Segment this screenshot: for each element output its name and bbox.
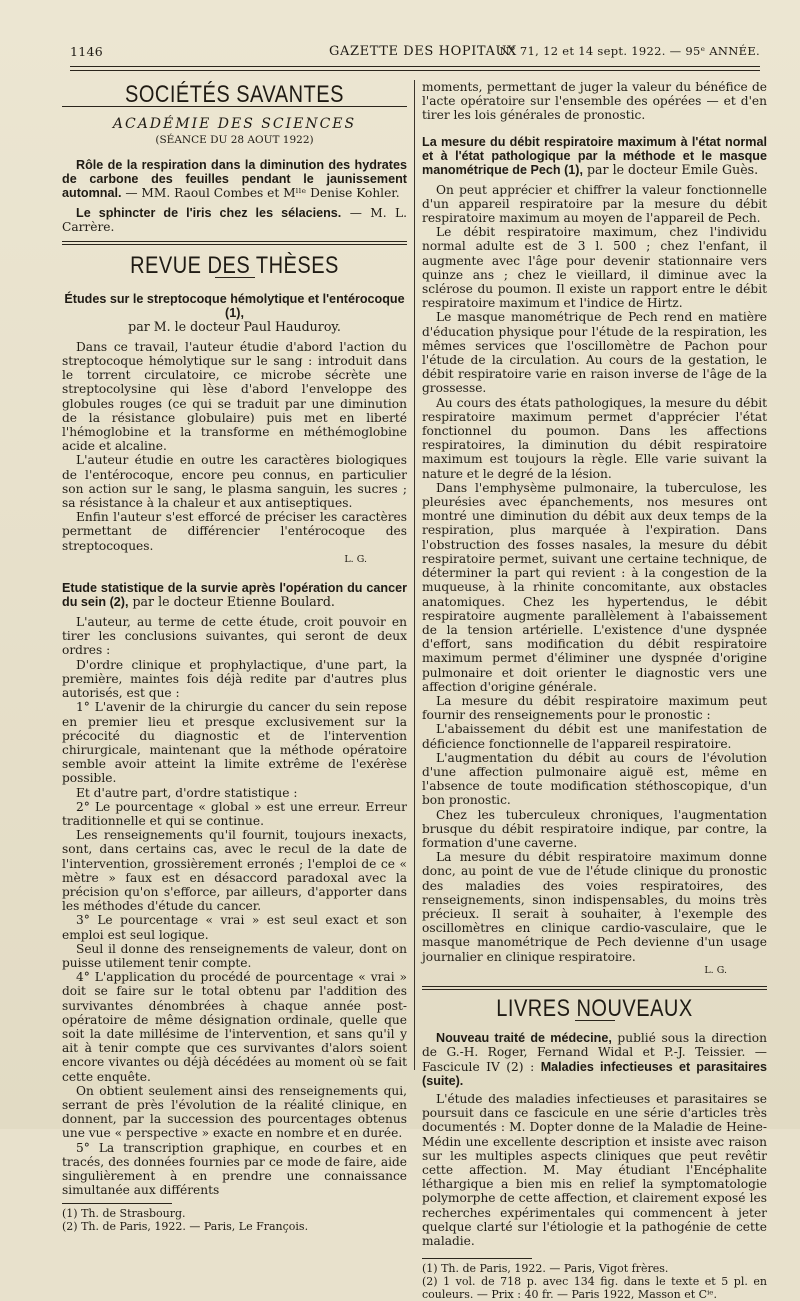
header-rule-2 [70, 70, 760, 71]
paragraph: L'auteur étudie en outre les caractères biologiques de l'entérocoque, encore peu connus, en particulier son action sur le sang, le plasma sanguin, les sucres ; sa résistance à la chaleur et aux antiseptiques. [62, 453, 407, 511]
section-title-revue: REVUE DES THÈSES [130, 252, 339, 279]
paragraph: 5° La transcription graphique, en courbes et en tracés, des données fournies par ce mode de faire, aide singulièrement à en prendre une connaissance simultanée aux différents [62, 1140, 407, 1198]
paragraph: Chez les tuberculeux chroniques, l'augmentation brusque du débit respiratoire indique, par contre, la formation d'une caverne. [422, 807, 767, 850]
paragraph: On obtient seulement ainsi des renseignements qui, serrant de près l'évolution de la réalité clinique, en donnent, par la succession des pourcentages obtenus une vue « perspective » exacte en nombre et en durée. [62, 1083, 407, 1141]
paragraph: Dans l'emphysème pulmonaire, la tuberculose, les pleurésies avec épanchements, nos mesures ont montré une diminution du débit aux deux temps de la respiration, plus marquée à l'expiration. Dans l'obstruction des fosses nasales, la mesure du débit respiratoire permet, suivant une certaine technique, de déterminer la part qui revient : à la congestion de la muqueuse, à la rhinite concomitante, aux obstacles anatomiques. Chez les hypertendus, le débit respiratoire augmente parallèlement à l'abaissement de la tension artérielle. L'existence d'une dyspnée d'effort, sans modification du débit respiratoire maximum permet d'éliminer une dyspnée d'origine pulmonaire et doit orienter le diagnostic vers une affection d'origine générale. [422, 480, 767, 694]
paragraph: 4° L'application du procédé de pourcentage « vrai » doit se faire sur le total obtenu par l'addition des survivantes dénombrées à chaque année post-opératoire de même désignation ordinale, quelle que soit la date millésime de l'intervention, et sans qu'il y ait à tenir compte que ces survivantes d'alors soient encore vivantes ou déjà décédées au moment où se fait cette enquête. [62, 970, 407, 1084]
paragraph: 1° L'avenir de la chirurgie du cancer du sein repose en premier lieu et presque exclusivement sur la précocité du diagnostic et de l'intervention chirurgicale, maintenant que la méthode opératoire semble avoir atteint la limite extrême de l'exérèse possible. [62, 700, 407, 786]
footnotes [422, 1258, 767, 1301]
footnote: (1) Th. de Paris, 1922. — Paris, Vigot frères. [422, 1262, 669, 1276]
section-title-societes: SOCIÉTÉS SAVANTES [125, 81, 344, 109]
paragraph: 2° Le pourcentage « global » est une erreur. Erreur traditionnelle et qui se continue. [62, 799, 407, 828]
section-divider [422, 986, 767, 990]
paragraph: Au cours des états pathologiques, la mesure du débit respiratoire maximum permet d'apprécier l'état fonctionnel du poumon. Dans les affections respiratoires, la diminution du débit respiratoire maximum est toujours la règle. Elle varie suivant la nature et le degré de la lésion. [422, 395, 767, 481]
these-title: Études sur le streptocoque hémolytique et l'entérocoque (1), par M. le docteur Paul Hauduroy. [64, 291, 405, 334]
communication-entry: Le sphincter de l'iris chez les sélaciens. — M. L. Carrère. [62, 206, 407, 235]
signature: L. G. [704, 964, 727, 976]
paragraph: Enfin l'auteur s'est efforcé de préciser les caractères permettant de différencier l'entérocoque des streptocoques. [62, 510, 407, 553]
paragraph: Les renseignements qu'il fournit, toujours inexacts, sont, dans certains cas, avec le recul de la date de l'intervention, grossièrement erronés ; l'emploi de ce « mètre » faux est en désaccord paradoxal avec la précision qu'on s'efforce, par ailleurs, d'apporter dans les méthodes d'étude du cancer. [62, 828, 407, 914]
paragraph: L'auteur, au terme de cette étude, croit pouvoir en tirer les conclusions suivantes, qui seront de deux ordres : [62, 615, 407, 658]
issue-info: N° 71, 12 et 14 sept. 1922. — 95ᵉ ANNÉE. [499, 44, 760, 58]
page-header [62, 40, 760, 62]
paragraph: 3° Le pourcentage « vrai » est seul exact et son emploi est seul logique. [62, 913, 407, 942]
paragraph: L'abaissement du débit est une manifestation de déficience fonctionnelle de l'appareil respiratoire. [422, 722, 767, 751]
these-title: Etude statistique de la survie après l'opération du cancer du sein (2), par le docteur Etienne Boulard. [62, 581, 407, 610]
paragraph: L'augmentation du débit au cours de l'évolution d'une affection pulmonaire aiguë est, même en l'absence de toute modification stéthoscopique, d'un bon pronostic. [422, 750, 767, 808]
paragraph: Dans ce travail, l'auteur étudie d'abord l'action du streptocoque hémolytique sur le sang : introduit dans le torrent circulatoire, ce microbe sécrète une streptocolysine qui lèse d'abord l'enveloppe des globules rouges (ce qui se traduit par une diminution de la résistance globulaire) puis met en liberté l'hémoglobine et la transforme en méthémoglobine acide et alcaline. [62, 339, 407, 454]
paragraph: La mesure du débit respiratoire maximum peut fournir des renseignements pour le pronostic : [422, 693, 767, 723]
paragraph: L'étude des maladies infectieuses et parasitaires se poursuit dans ce fascicule en une série d'articles très documentés : M. Dopter donne de la Maladie de Heine-Médin une excellente description et insiste avec raison sur les multiples aspects cliniques que peut revêtir cette affection. M. May étudiant l'Encéphalite léthargique a bien mis en relief la symptomatologie polymorphe de cette affection, et clairement exposé les recherches expérimentales qui commencent à jeter quelque clarté sur l'étiologie et la pathogénie de cette maladie. [422, 1092, 767, 1249]
footnote: (2) 1 vol. de 718 p. avec 134 fig. dans le texte et 5 pl. en couleurs. — Prix : 40 fr. — Paris 1922, Masson et Cⁱᵉ. [422, 1275, 767, 1301]
paragraph: La mesure du débit respiratoire maximum donne donc, au point de vue de l'étude clinique du pronostic des maladies des voies respiratoires, des renseignements, sinon indispensables, du moins très précieux. Il serait à souhaiter, à l'exemple des oscillomètres en clinique cardio-vasculaire, que le masque manométrique de Pech devienne d'un usage journalier en clinique respiratoire. [422, 850, 767, 964]
these-title: La mesure du débit respiratoire maximum à l'état normal et à l'état pathologique par la méthode et le masque manométrique de Pech (1), par le docteur Emile Guès. [422, 134, 767, 177]
journal-title: GAZETTE DES HOPITAUX [329, 44, 517, 59]
signature: L. G. [344, 553, 367, 565]
right-column [422, 80, 767, 1301]
section-title-livres: LIVRES NOUVEAUX [496, 995, 693, 1023]
paragraph: Et d'autre part, d'ordre statistique : [76, 785, 298, 800]
academie-heading: ACADÉMIE DES SCIENCES [112, 116, 357, 133]
book-entry: Nouveau traité de médecine, publié sous la direction de G.-H. Roger, Fernand Widal et P.-J. Teissier. — Fascicule IV (2) : Maladies infectieuses et parasitaires (suite). [422, 1031, 767, 1088]
paragraph: Le débit respiratoire maximum, chez l'individu normal adulte est de 3 l. 500 ; chez l'enfant, il augmente avec l'âge pour devenir stationnaire vers quinze ans ; chez le vieillard, il diminue avec la sclérose du poumon. Il existe un rapport entre le débit respiratoire maximum et l'indice de Hirtz. [422, 225, 767, 311]
left-column [62, 80, 407, 1233]
paragraph: moments, permettant de juger la valeur du bénéfice de l'acte opératoire sur l'ensemble des opérées — et d'en tirer les lois générales de pronostic. [422, 80, 767, 123]
paragraph: On peut apprécier et chiffrer la valeur fonctionnelle d'un appareil respiratoire par la mesure du débit respiratoire maximum au moyen de l'appareil de Pech. [422, 182, 767, 226]
page-number: 1146 [70, 44, 104, 59]
header-rule [70, 66, 760, 67]
seance-date: (SÉANCE DU 28 AOUT 1922) [155, 134, 314, 147]
paragraph: D'ordre clinique et prophylactique, d'une part, la première, maintes fois déjà redite par d'autres plus autorisés, est que : [62, 657, 407, 701]
footnotes [62, 1203, 407, 1233]
column-divider [414, 80, 415, 1070]
footnote-rule [62, 1203, 172, 1204]
paragraph: Seul il donne des renseignements de valeur, dont on puisse utilement tenir compte. [62, 941, 407, 970]
footnote-rule [422, 1258, 532, 1259]
footnote: (1) Th. de Strasbourg. [62, 1207, 186, 1221]
communication-entry: Rôle de la respiration dans la diminution des hydrates de carbone des feuilles pendant le jaunissement automnal. — MM. Raoul Combes et Mˡˡᵉ Denise Kohler. [62, 157, 407, 201]
section-divider [62, 241, 407, 245]
footnote: (2) Th. de Paris, 1922. — Paris, Le François. [62, 1220, 309, 1234]
paragraph: Le masque manométrique de Pech rend en matière d'éducation physique pour l'étude de la respiration, les mêmes services que l'oscillomètre de Pachon pour l'étude de la circulation. Au cours de la gestation, le débit respiratoire varie en raison inverse de l'âge de la grossesse. [422, 310, 767, 396]
